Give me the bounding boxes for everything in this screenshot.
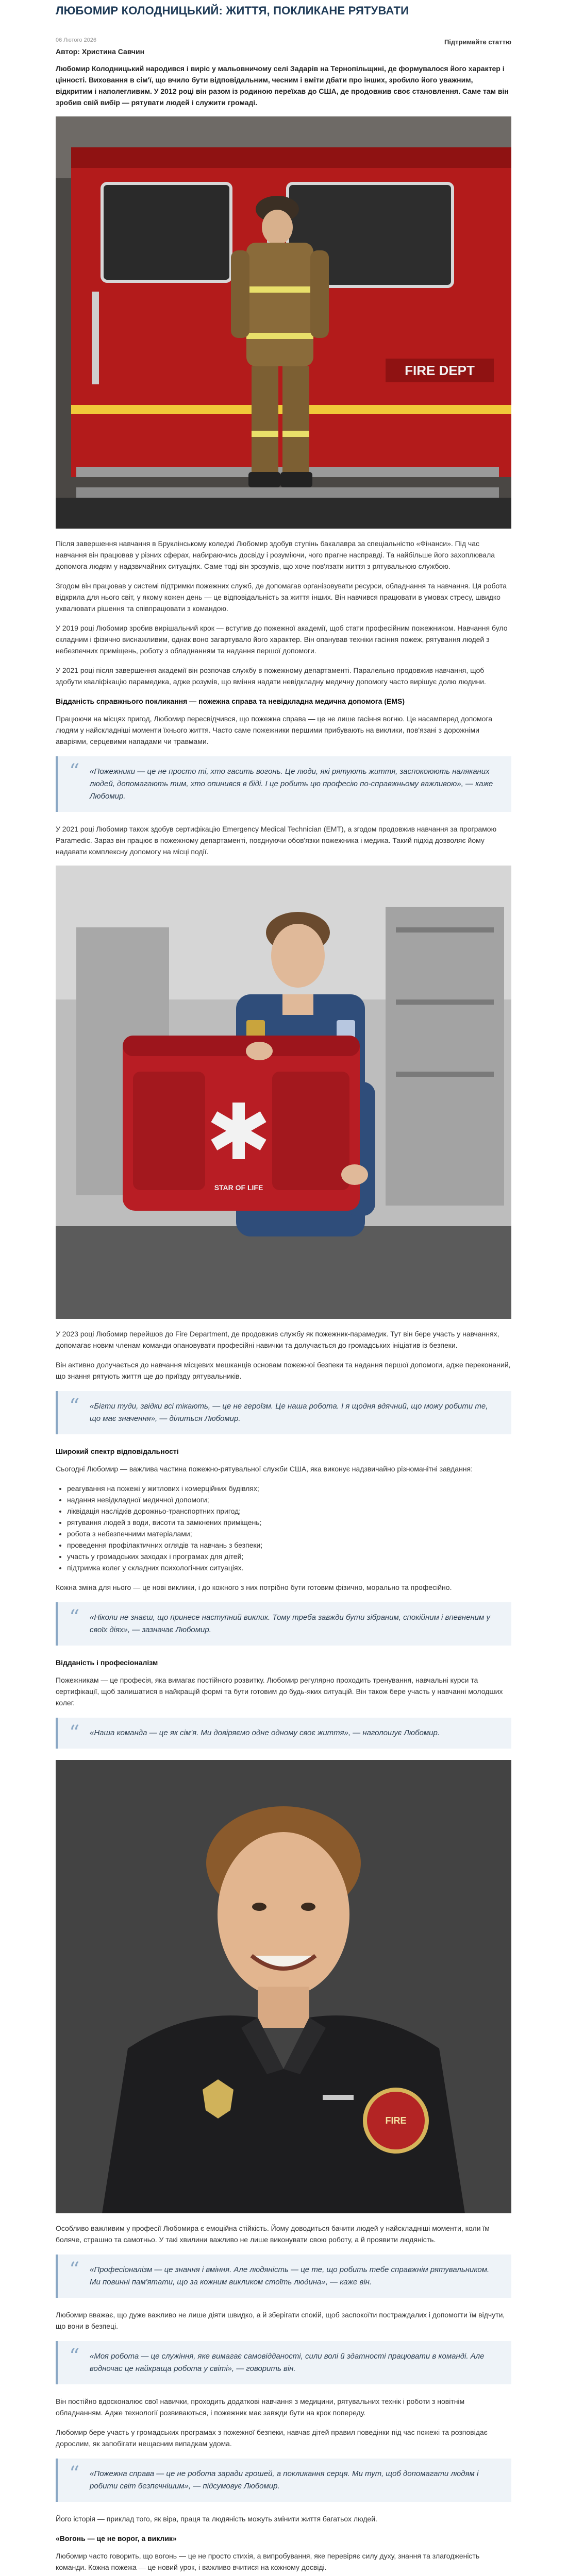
duty-item: • рятування людей з води, висоти та замкнених приміщень; [67,1517,511,1528]
paragraph-16: Його історія — приклад того, як віра, праця та людяність можуть змінити життя багатьох людей. [56,2515,377,2523]
pull-quote-1 [56,756,511,812]
duty-item: • участь у громадських заходах і програмах для дітей; [67,1551,511,1562]
quote-mark-icon: “ [69,760,80,784]
pull-quote-3-text: «Ніколи не знаєш, що принесе наступний виклик. Тому треба завжди бути зібраним, спокійним і впевненим у своїх діях», — зазначає Любомир. [90,1613,490,1634]
duty-item: • ліквідація наслідків дорожньо-транспортних пригод; [67,1505,511,1517]
paragraph-11: Пожежникам — це професія, яка вимагає постійного розвитку. Любомир регулярно проходить тренування, навчальні курси та сертифікації, щоб залишатися в найкращій формі та бути готовим до будь-яких ситуацій. Він також бере участь у навчанні молодших колег. [56,1676,503,1707]
photo-firefighter-truck [56,116,511,529]
photo-paramedic-bag [56,866,511,1319]
section-heading-ems: Відданість справжнього покликання — пожежна справа та невідкладна медична допомога (EMS) [56,697,405,705]
paragraph-14: Він постійно вдосконалює свої навички, проходить додаткові навчання з медицини, рятувальних технік і роботи з новітнім обладнанням. Адже технології розвиваються, і пожежник має завжди бути на крок попереду. [56,2397,465,2417]
pull-quote-2-text: «Бігти туди, звідки всі тікають, — це не героїзм. Це наша робота. І я щодня вдячний, що можу робити те, що має значення», — ділиться Любомир. [90,1402,488,1423]
quote-mark-icon: “ [69,1721,80,1745]
subheading-fire-challenge: «Вогонь — це не ворог, а виклик» [56,2534,177,2543]
pull-quote-3 [56,1602,511,1646]
quote-mark-icon: “ [69,2462,80,2486]
duty-item: • робота з небезпечними матеріалами; [67,1528,511,1539]
paragraph-1: Після завершення навчання в Бруклінському коледжі Любомир здобув ступінь бакалавра за спеціальністю «Фінанси». Під час навчання він працював у різних сферах, набираючись досвіду і розуміючи, чого прагне насправді. Та найбільше його захоплювала допомога людям у надзвичайних ситуаціях. Саме тоді він зрозумів, що хоче пов'язати життя з рятувальною службою. [56,539,495,570]
paragraph-9: Сьогодні Любомир — важлива частина пожежно-рятувальної служби США, яка виконує надзвичайно різноманітні завдання: [56,1465,473,1473]
article [56,0,511,2576]
paragraph-12: Особливо важливим у професії Любомира є емоційна стійкість. Йому доводиться бачити людей у найскладніші моменти, коли їм боляче, страшно та самотньо. У такі хвилини важливо не лише виконувати свою роботу, а й проявити людяність. [56,2224,490,2244]
paragraph-3: У 2019 році Любомир зробив вирішальний крок — вступив до пожежної академії, щоб стати професійним пожежником. Навчання було складним і фізично виснажливим, однак воно загартувало його характер. Він опанував техніки гасіння пожеж, рятування людей з небезпечних приміщень, роботу з обладнанням та надання першої допомоги. [56,624,508,655]
pull-quote-5 [56,2255,511,2298]
author-label: Автор: [56,47,80,56]
paragraph-2: Згодом він працював у системі підтримки пожежних служб, де допомагав організовувати ресурси, обладнання та навчання. Ця робота відкрила для нього світ, у якому кожен день — це відповідальність за життя інших. Він навчився працювати в умовах стресу, швидко ухвалювати рішення та співпрацювати з командою. [56,582,507,613]
duty-item: • проведення профілактичних оглядів та навчань з безпеки; [67,1539,511,1551]
pull-quote-7-text: «Пожежна справа — це не робота заради грошей, а покликання серця. Ми тут, щоб допомагати людям і робити світ безпечнішим», — підсумовує Любомир. [90,2469,479,2490]
paragraph-13: Любомир вважає, що дуже важливо не лише діяти швидко, а й зберігати спокій, щоб заспокоїти постраждалих і допомогти їм відчути, що вони в безпеці. [56,2311,505,2330]
paragraph-17: Любомир часто говорить, що вогонь — це не просто стихія, а випробування, яке перевіряє силу духу, знання та злагодженість команди. Кожна пожежа — це новий урок, і важливо вчитися на кожному досвіді. [56,2552,480,2571]
section-heading-responsibility: Широкий спектр відповідальності [56,1447,179,1455]
section-heading-professionalism: Відданість і професіоналізм [56,1658,158,1667]
paragraph-4: У 2021 році після завершення академії він розпочав службу в пожежному департаменті. Паралельно продовжив навчання, щоб здобути кваліфікацію парамедика, адже розумів, що вміння надати невідкладну медичну допомогу часто вирішує долю людини. [56,666,486,686]
quote-mark-icon: “ [69,1606,80,1630]
author-line [56,47,511,56]
duties-list [56,1483,511,1573]
photo-portrait-uniform [56,1760,511,2213]
meta-row [56,18,511,44]
publish-date: 06 Лютого 2026 [56,37,96,43]
paragraph-10: Кожна зміна для нього — це нові виклики, і до кожного з них потрібно бути готовим фізично, морально та професійно. [56,1583,452,1591]
pull-quote-1-text: «Пожежники — це не просто ті, хто гасить вогонь. Це люди, які рятують життя, заспокоюють наляканих людей, допомагають тим, хто опинився в біді. І це робить цю професію по-справжньому важливою», — каже Любомир. [90,767,493,801]
duty-item: • надання невідкладної медичної допомоги; [67,1494,511,1505]
quote-mark-icon: “ [69,2345,80,2368]
lead-paragraph: Любомир Колодницький народився і виріс у мальовничому селі Задарів на Тернопільщині, де формувалося його характер і цінності. Виховання в сім'ї, що вчило бути відповідальним, чесним і вміти дбати про інших, зробило його уважним, відкритим і наполегливим. У 2012 році він разом із родиною переїхав до США, де продовжив своє становлення. Саме там він зробив свій вибір — рятувати людей і служити громаді. [56,64,509,107]
truck-lettering: FIRE DEPT [405,363,475,378]
photo-portrait-uniform-image [56,1760,511,2213]
pull-quote-6 [56,2341,511,2384]
paragraph-8: Він активно долучається до навчання місцевих мешканців основам пожежної безпеки та надання першої допомоги, адже переконаний, що знання рятують життя ще до приїзду рятувальників. [56,1361,511,1380]
pull-quote-4 [56,1718,511,1749]
quote-mark-icon: “ [69,2258,80,2282]
pull-quote-5-text: «Професіоналізм — це знання і вміння. Але людяність — це те, що робить тебе справжнім рятувальником. Ми повинні пам'ятати, що за кожним викликом стоїть людина», — каже він. [90,2265,490,2286]
paragraph-7: У 2023 році Любомир перейшов до Fire Department, де продовжив службу як пожежник-парамедик. Тут він бере участь у навчаннях, допомагає новим членам команди опановувати професійні навички та долучається до громадських ініціатив із безпеки. [56,1330,499,1349]
paragraph-5: Працюючи на місцях пригод, Любомир пересвідчився, що пожежна справа — це не лише гасіння вогню. Це насамперед допомога людям у найскладніші моменти їхнього життя. Часто саме пожежники першими прибувають на виклики, пов'язані з дорожніми аваріями, серцевими нападами чи травмами. [56,715,493,745]
bag-label: STAR OF LIFE [214,1183,263,1192]
pull-quote-6-text: «Моя робота — це служіння, яке вимагає самовідданості, сили волі й здатності працювати в команді. Але водночас це найкраща робота у світі», — говорить він. [90,2352,485,2373]
pull-quote-7 [56,2459,511,2502]
pull-quote-4-text: «Наша команда — це як сім'я. Ми довіряємо одне одному своє життя», — наголошує Любомир. [90,1728,440,1737]
article-title: ЛЮБОМИР КОЛОДНИЦЬКИЙ: ЖИТТЯ, ПОКЛИКАНЕ РЯТУВАТИ [56,4,409,17]
quote-mark-icon: “ [69,1395,80,1418]
paragraph-15: Любомир бере участь у громадських програмах з пожежної безпеки, навчає дітей правил поведінки під час пожежі та розповідає дорослим, як запобігати нещасним випадкам удома. [56,2428,488,2448]
author-name[interactable]: Христина Савчин [81,47,145,56]
pull-quote-2 [56,1391,511,1434]
duty-item: • підтримка колег у складних психологічних ситуаціях. [67,1562,511,1573]
support-link[interactable]: Підтримайте статтю [444,38,511,46]
duty-item: • реагування на пожежі у житлових і комерційних будівлях; [67,1483,511,1494]
paragraph-6: У 2021 році Любомир також здобув сертифікацію Emergency Medical Technician (EMT), а згодом продовжив навчання за програмою Paramedic. Зараз він працює в пожежному департаменті, поєднуючи обов'язки пожежника і медика. Такий підхід дозволяє йому надавати комплексну допомогу на місці події. [56,825,497,856]
shoulder-patch-label: FIRE [385,2115,407,2126]
photo-paramedic-bag-image [56,866,511,1319]
photo-firefighter-truck-image [56,116,511,529]
